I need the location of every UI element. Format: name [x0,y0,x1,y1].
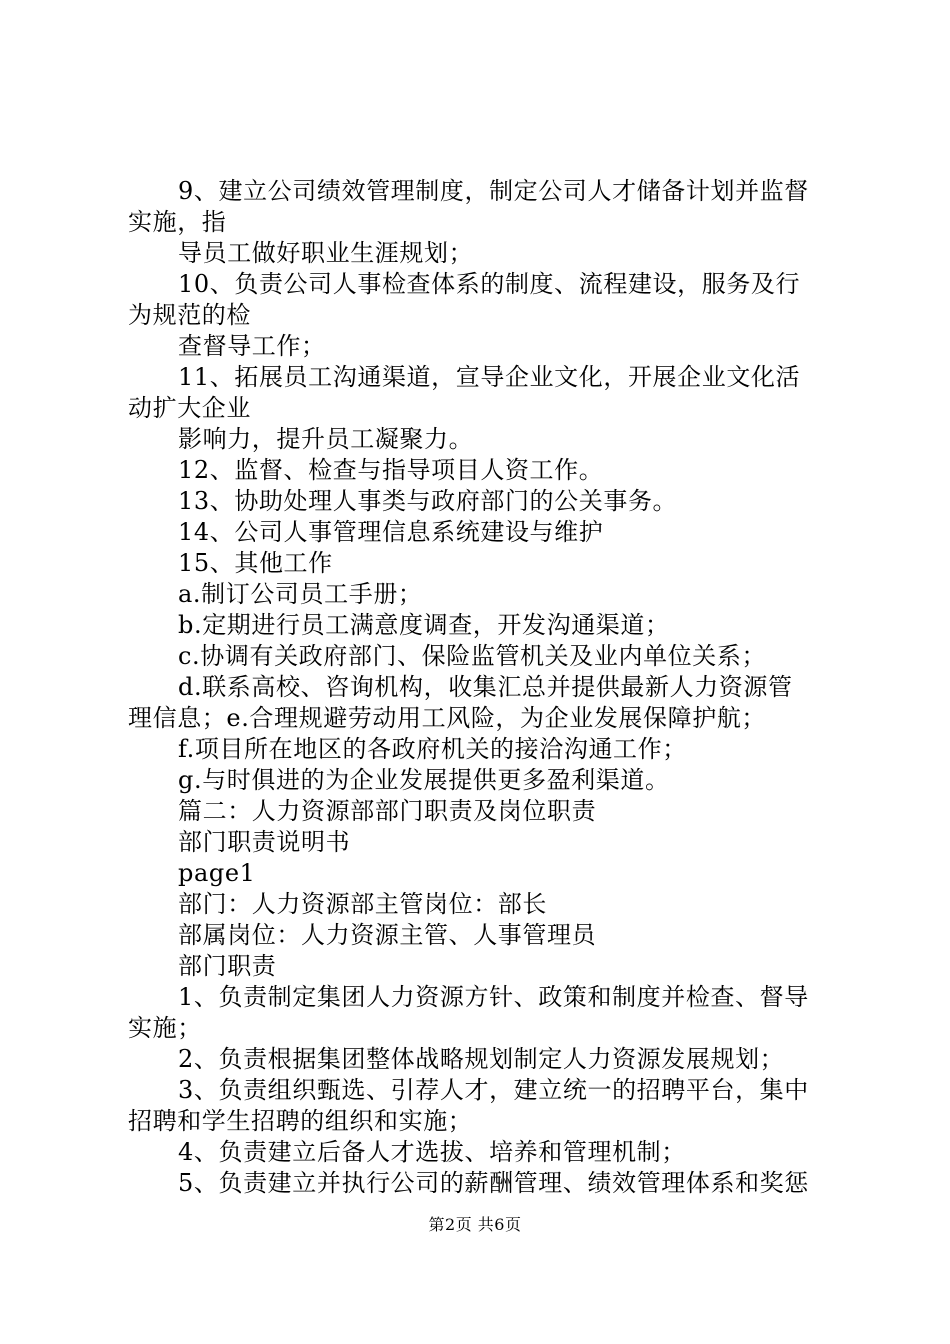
text-line: page1 [178,859,256,887]
text-line: 部门：人力资源部主管岗位：部长 [178,890,547,918]
text-line: 动扩大企业 [128,394,251,422]
text-line: 部属岗位：人力资源主管、人事管理员 [178,921,597,949]
text-line: a.制订公司员工手册； [178,580,423,608]
text-line: 12、监督、检查与指导项目人资工作。 [178,456,604,484]
text-line: 理信息；e.合理规避劳动用工风险，为企业发展保障护航； [128,704,767,732]
text-line: 导员工做好职业生涯规划； [178,239,474,267]
text-line: 部门职责 [178,952,277,980]
text-line: 招聘和学生招聘的组织和实施； [128,1107,473,1135]
text-line: 13、协助处理人事类与政府部门的公关事务。 [178,487,678,515]
text-line: 10、负责公司人事检查体系的制度、流程建设，服务及行 [178,270,801,298]
text-line: 部门职责说明书 [178,828,351,856]
text-line: 查督导工作； [178,332,326,360]
text-line: 3、负责组织甄选、引荐人才，建立统一的招聘平台，集中 [178,1076,809,1104]
text-line: 5、负责建立并执行公司的薪酬管理、绩效管理体系和奖惩 [178,1169,809,1197]
page-footer: 第2页 共6页 [428,1215,522,1234]
text-line: f.项目所在地区的各政府机关的接洽沟通工作； [178,735,687,763]
text-line: 15、其他工作 [178,549,333,577]
text-line: 1、负责制定集团人力资源方针、政策和制度并检查、督导 [178,983,809,1011]
text-line: 实施，指 [128,208,227,236]
text-line: 9、建立公司绩效管理制度，制定公司人才储备计划并监督 [178,177,809,205]
text-line: c.协调有关政府部门、保险监管机关及业内单位关系； [178,642,767,670]
text-line: d.联系高校、咨询机构，收集汇总并提供最新人力资源管 [178,673,793,701]
text-line: 为规范的检 [128,301,251,329]
text-line: 影响力，提升员工凝聚力。 [178,425,474,453]
text-line: b.定期进行员工满意度调查，开发沟通渠道； [178,611,670,639]
document-body [128,176,834,1199]
text-line: 实施； [128,1014,202,1042]
text-line: 4、负责建立后备人才选拔、培养和管理机制； [178,1138,686,1166]
text-line: 篇二：人力资源部部门职责及岗位职责 [178,797,597,825]
text-line: 11、拓展员工沟通渠道，宣导企业文化，开展企业文化活 [178,363,801,391]
text-line: 14、公司人事管理信息系统建设与维护 [178,518,604,546]
text-line: g.与时俱进的为企业发展提供更多盈利渠道。 [178,766,670,794]
text-line: 2、负责根据集团整体战略规划制定人力资源发展规划； [178,1045,785,1073]
